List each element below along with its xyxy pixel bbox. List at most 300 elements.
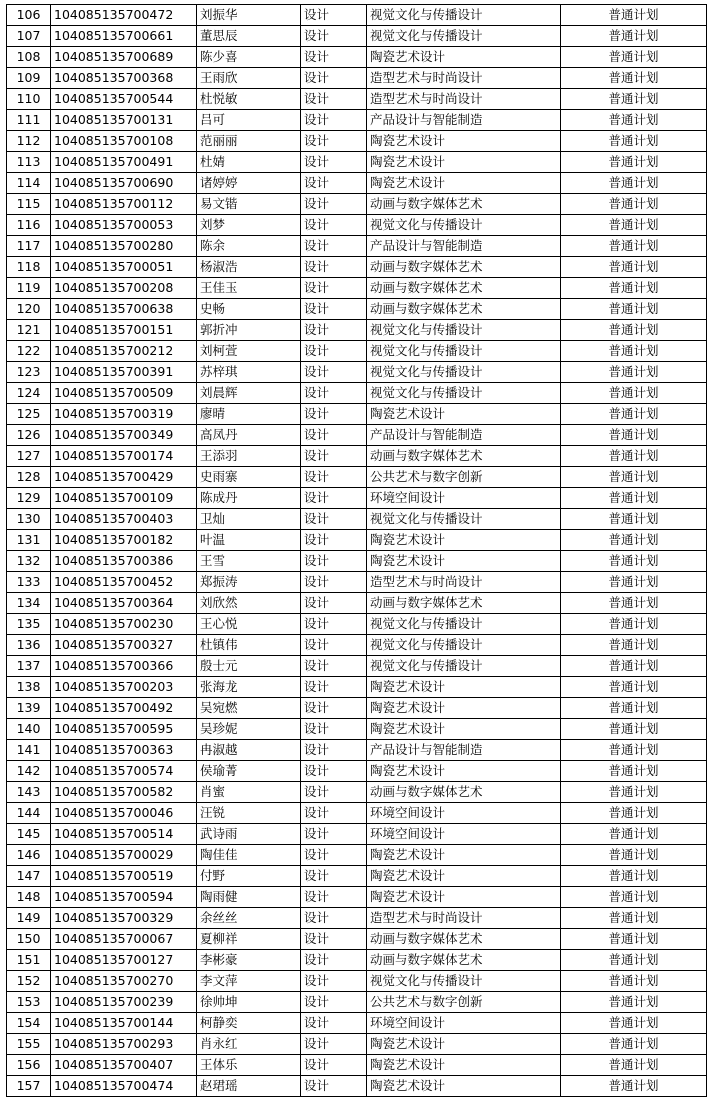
table-row (7, 530, 707, 551)
plan-type: 普通计划 (561, 845, 707, 866)
candidate-id: 104085135700174 (51, 446, 197, 467)
row-index: 140 (7, 719, 51, 740)
major-name: 环境空间设计 (367, 488, 561, 509)
subject-category: 设计 (301, 320, 367, 341)
subject-category: 设计 (301, 1055, 367, 1076)
major-name: 动画与数字媒体艺术 (367, 278, 561, 299)
row-index: 150 (7, 929, 51, 950)
subject-category: 设计 (301, 467, 367, 488)
candidate-id: 104085135700230 (51, 614, 197, 635)
row-index: 125 (7, 404, 51, 425)
table-row (7, 887, 707, 908)
candidate-name: 史雨寨 (197, 467, 301, 488)
plan-type: 普通计划 (561, 572, 707, 593)
candidate-name: 付野 (197, 866, 301, 887)
row-index: 112 (7, 131, 51, 152)
plan-type: 普通计划 (561, 278, 707, 299)
major-name: 陶瓷艺术设计 (367, 719, 561, 740)
candidate-id: 104085135700452 (51, 572, 197, 593)
candidate-name: 陶佳佳 (197, 845, 301, 866)
plan-type: 普通计划 (561, 383, 707, 404)
table-row (7, 467, 707, 488)
candidate-name: 侯瑜菁 (197, 761, 301, 782)
row-index: 147 (7, 866, 51, 887)
candidate-name: 肖蜜 (197, 782, 301, 803)
major-name: 动画与数字媒体艺术 (367, 782, 561, 803)
plan-type: 普通计划 (561, 425, 707, 446)
subject-category: 设计 (301, 110, 367, 131)
plan-type: 普通计划 (561, 992, 707, 1013)
candidate-name: 廖晴 (197, 404, 301, 425)
major-name: 造型艺术与时尚设计 (367, 572, 561, 593)
table-row (7, 341, 707, 362)
table-row (7, 299, 707, 320)
plan-type: 普通计划 (561, 215, 707, 236)
major-name: 陶瓷艺术设计 (367, 1034, 561, 1055)
subject-category: 设计 (301, 278, 367, 299)
table-row (7, 236, 707, 257)
row-index: 129 (7, 488, 51, 509)
table-row (7, 1055, 707, 1076)
candidate-id: 104085135700067 (51, 929, 197, 950)
roster-table-body (7, 5, 707, 1097)
candidate-name: 徐帅坤 (197, 992, 301, 1013)
row-index: 120 (7, 299, 51, 320)
candidate-name: 叶温 (197, 530, 301, 551)
subject-category: 设计 (301, 782, 367, 803)
major-name: 视觉文化与传播设计 (367, 362, 561, 383)
table-row (7, 719, 707, 740)
subject-category: 设计 (301, 719, 367, 740)
table-row (7, 215, 707, 236)
major-name: 公共艺术与数字创新 (367, 992, 561, 1013)
candidate-name: 刘梦 (197, 215, 301, 236)
plan-type: 普通计划 (561, 404, 707, 425)
major-name: 造型艺术与时尚设计 (367, 68, 561, 89)
table-row (7, 950, 707, 971)
row-index: 135 (7, 614, 51, 635)
table-row (7, 425, 707, 446)
candidate-id: 104085135700293 (51, 1034, 197, 1055)
row-index: 152 (7, 971, 51, 992)
row-index: 155 (7, 1034, 51, 1055)
candidate-name: 刘晨辉 (197, 383, 301, 404)
candidate-name: 杨淑浩 (197, 257, 301, 278)
subject-category: 设计 (301, 677, 367, 698)
major-name: 陶瓷艺术设计 (367, 761, 561, 782)
candidate-id: 104085135700472 (51, 5, 197, 26)
major-name: 陶瓷艺术设计 (367, 887, 561, 908)
candidate-id: 104085135700519 (51, 866, 197, 887)
subject-category: 设计 (301, 5, 367, 26)
plan-type: 普通计划 (561, 446, 707, 467)
plan-type: 普通计划 (561, 803, 707, 824)
candidate-id: 104085135700203 (51, 677, 197, 698)
subject-category: 设计 (301, 362, 367, 383)
major-name: 动画与数字媒体艺术 (367, 257, 561, 278)
candidate-id: 104085135700212 (51, 341, 197, 362)
major-name: 产品设计与智能制造 (367, 425, 561, 446)
plan-type: 普通计划 (561, 719, 707, 740)
table-row (7, 677, 707, 698)
subject-category: 设计 (301, 152, 367, 173)
major-name: 动画与数字媒体艺术 (367, 194, 561, 215)
subject-category: 设计 (301, 887, 367, 908)
candidate-id: 104085135700131 (51, 110, 197, 131)
table-row (7, 257, 707, 278)
plan-type: 普通计划 (561, 950, 707, 971)
row-index: 143 (7, 782, 51, 803)
major-name: 造型艺术与时尚设计 (367, 908, 561, 929)
subject-category: 设计 (301, 299, 367, 320)
plan-type: 普通计划 (561, 47, 707, 68)
row-index: 139 (7, 698, 51, 719)
candidate-name: 王添羽 (197, 446, 301, 467)
major-name: 产品设计与智能制造 (367, 110, 561, 131)
candidate-name: 余丝丝 (197, 908, 301, 929)
subject-category: 设计 (301, 845, 367, 866)
row-index: 109 (7, 68, 51, 89)
plan-type: 普通计划 (561, 509, 707, 530)
subject-category: 设计 (301, 593, 367, 614)
subject-category: 设计 (301, 614, 367, 635)
table-row (7, 803, 707, 824)
candidate-name: 易文锴 (197, 194, 301, 215)
candidate-name: 殷士元 (197, 656, 301, 677)
table-row (7, 110, 707, 131)
table-row (7, 614, 707, 635)
major-name: 陶瓷艺术设计 (367, 551, 561, 572)
candidate-id: 104085135700574 (51, 761, 197, 782)
candidate-id: 104085135700368 (51, 68, 197, 89)
table-row (7, 173, 707, 194)
candidate-id: 104085135700127 (51, 950, 197, 971)
subject-category: 设计 (301, 215, 367, 236)
candidate-id: 104085135700544 (51, 89, 197, 110)
major-name: 产品设计与智能制造 (367, 236, 561, 257)
row-index: 151 (7, 950, 51, 971)
subject-category: 设计 (301, 530, 367, 551)
major-name: 公共艺术与数字创新 (367, 467, 561, 488)
major-name: 陶瓷艺术设计 (367, 1055, 561, 1076)
candidate-id: 104085135700208 (51, 278, 197, 299)
candidate-id: 104085135700491 (51, 152, 197, 173)
plan-type: 普通计划 (561, 635, 707, 656)
candidate-name: 史畅 (197, 299, 301, 320)
plan-type: 普通计划 (561, 782, 707, 803)
candidate-name: 诸婷婷 (197, 173, 301, 194)
table-row (7, 698, 707, 719)
major-name: 动画与数字媒体艺术 (367, 593, 561, 614)
row-index: 127 (7, 446, 51, 467)
subject-category: 设计 (301, 950, 367, 971)
row-index: 118 (7, 257, 51, 278)
row-index: 136 (7, 635, 51, 656)
plan-type: 普通计划 (561, 152, 707, 173)
candidate-name: 肖永红 (197, 1034, 301, 1055)
row-index: 107 (7, 26, 51, 47)
subject-category: 设计 (301, 740, 367, 761)
row-index: 142 (7, 761, 51, 782)
subject-category: 设计 (301, 635, 367, 656)
plan-type: 普通计划 (561, 656, 707, 677)
row-index: 106 (7, 5, 51, 26)
candidate-name: 王雨欣 (197, 68, 301, 89)
plan-type: 普通计划 (561, 173, 707, 194)
row-index: 157 (7, 1076, 51, 1097)
table-row (7, 845, 707, 866)
candidate-name: 高凤丹 (197, 425, 301, 446)
table-row (7, 866, 707, 887)
plan-type: 普通计划 (561, 866, 707, 887)
row-index: 145 (7, 824, 51, 845)
subject-category: 设计 (301, 236, 367, 257)
candidate-id: 104085135700407 (51, 1055, 197, 1076)
plan-type: 普通计划 (561, 1034, 707, 1055)
candidate-name: 范丽丽 (197, 131, 301, 152)
row-index: 141 (7, 740, 51, 761)
candidate-name: 杜婧 (197, 152, 301, 173)
plan-type: 普通计划 (561, 131, 707, 152)
subject-category: 设计 (301, 404, 367, 425)
candidate-id: 104085135700112 (51, 194, 197, 215)
row-index: 134 (7, 593, 51, 614)
plan-type: 普通计划 (561, 257, 707, 278)
candidate-id: 104085135700108 (51, 131, 197, 152)
candidate-name: 王佳玉 (197, 278, 301, 299)
candidate-name: 郭折冲 (197, 320, 301, 341)
table-row (7, 929, 707, 950)
plan-type: 普通计划 (561, 26, 707, 47)
table-row (7, 509, 707, 530)
plan-type: 普通计划 (561, 677, 707, 698)
major-name: 动画与数字媒体艺术 (367, 446, 561, 467)
subject-category: 设计 (301, 971, 367, 992)
candidate-name: 张海龙 (197, 677, 301, 698)
table-row (7, 89, 707, 110)
row-index: 149 (7, 908, 51, 929)
major-name: 视觉文化与传播设计 (367, 320, 561, 341)
row-index: 121 (7, 320, 51, 341)
major-name: 环境空间设计 (367, 1013, 561, 1034)
candidate-id: 104085135700689 (51, 47, 197, 68)
table-row (7, 5, 707, 26)
candidate-name: 苏梓琪 (197, 362, 301, 383)
subject-category: 设计 (301, 68, 367, 89)
subject-category: 设计 (301, 551, 367, 572)
major-name: 陶瓷艺术设计 (367, 152, 561, 173)
table-row (7, 656, 707, 677)
candidate-id: 104085135700109 (51, 488, 197, 509)
major-name: 环境空间设计 (367, 803, 561, 824)
row-index: 133 (7, 572, 51, 593)
candidate-name: 吕可 (197, 110, 301, 131)
subject-category: 设计 (301, 698, 367, 719)
row-index: 122 (7, 341, 51, 362)
plan-type: 普通计划 (561, 320, 707, 341)
plan-type: 普通计划 (561, 5, 707, 26)
major-name: 陶瓷艺术设计 (367, 173, 561, 194)
plan-type: 普通计划 (561, 236, 707, 257)
subject-category: 设计 (301, 656, 367, 677)
candidate-id: 104085135700144 (51, 1013, 197, 1034)
table-row (7, 26, 707, 47)
candidate-id: 104085135700239 (51, 992, 197, 1013)
table-row (7, 551, 707, 572)
candidate-name: 柯静奕 (197, 1013, 301, 1034)
plan-type: 普通计划 (561, 488, 707, 509)
candidate-id: 104085135700151 (51, 320, 197, 341)
row-index: 132 (7, 551, 51, 572)
subject-category: 设计 (301, 131, 367, 152)
table-row (7, 824, 707, 845)
candidate-name: 杜悦敏 (197, 89, 301, 110)
candidate-name: 李彬豪 (197, 950, 301, 971)
row-index: 119 (7, 278, 51, 299)
plan-type: 普通计划 (561, 299, 707, 320)
major-name: 视觉文化与传播设计 (367, 26, 561, 47)
major-name: 造型艺术与时尚设计 (367, 89, 561, 110)
major-name: 视觉文化与传播设计 (367, 509, 561, 530)
subject-category: 设计 (301, 803, 367, 824)
candidate-name: 夏柳祥 (197, 929, 301, 950)
row-index: 126 (7, 425, 51, 446)
subject-category: 设计 (301, 173, 367, 194)
major-name: 动画与数字媒体艺术 (367, 929, 561, 950)
plan-type: 普通计划 (561, 551, 707, 572)
candidate-name: 陈余 (197, 236, 301, 257)
table-row (7, 278, 707, 299)
candidate-id: 104085135700514 (51, 824, 197, 845)
candidate-id: 104085135700046 (51, 803, 197, 824)
major-name: 动画与数字媒体艺术 (367, 299, 561, 320)
table-row (7, 194, 707, 215)
table-row (7, 446, 707, 467)
subject-category: 设计 (301, 1076, 367, 1097)
candidate-id: 104085135700349 (51, 425, 197, 446)
plan-type: 普通计划 (561, 1013, 707, 1034)
candidate-id: 104085135700051 (51, 257, 197, 278)
candidate-id: 104085135700386 (51, 551, 197, 572)
major-name: 视觉文化与传播设计 (367, 614, 561, 635)
row-index: 123 (7, 362, 51, 383)
candidate-id: 104085135700366 (51, 656, 197, 677)
subject-category: 设计 (301, 194, 367, 215)
row-index: 130 (7, 509, 51, 530)
candidate-id: 104085135700364 (51, 593, 197, 614)
candidate-name: 卫灿 (197, 509, 301, 530)
table-row (7, 1076, 707, 1097)
row-index: 128 (7, 467, 51, 488)
table-row (7, 782, 707, 803)
row-index: 156 (7, 1055, 51, 1076)
row-index: 146 (7, 845, 51, 866)
candidate-id: 104085135700319 (51, 404, 197, 425)
plan-type: 普通计划 (561, 698, 707, 719)
candidate-name: 赵珺瑶 (197, 1076, 301, 1097)
candidate-name: 李文萍 (197, 971, 301, 992)
table-row (7, 320, 707, 341)
candidate-name: 刘柯萱 (197, 341, 301, 362)
plan-type: 普通计划 (561, 194, 707, 215)
table-row (7, 1034, 707, 1055)
plan-type: 普通计划 (561, 593, 707, 614)
plan-type: 普通计划 (561, 971, 707, 992)
major-name: 视觉文化与传播设计 (367, 383, 561, 404)
row-index: 108 (7, 47, 51, 68)
major-name: 陶瓷艺术设计 (367, 530, 561, 551)
subject-category: 设计 (301, 488, 367, 509)
row-index: 154 (7, 1013, 51, 1034)
subject-category: 设计 (301, 1034, 367, 1055)
subject-category: 设计 (301, 425, 367, 446)
major-name: 视觉文化与传播设计 (367, 341, 561, 362)
plan-type: 普通计划 (561, 887, 707, 908)
major-name: 动画与数字媒体艺术 (367, 950, 561, 971)
plan-type: 普通计划 (561, 908, 707, 929)
table-row (7, 761, 707, 782)
candidate-id: 104085135700638 (51, 299, 197, 320)
table-row (7, 572, 707, 593)
candidate-id: 104085135700474 (51, 1076, 197, 1097)
candidate-name: 陶雨健 (197, 887, 301, 908)
major-name: 环境空间设计 (367, 824, 561, 845)
plan-type: 普通计划 (561, 110, 707, 131)
subject-category: 设计 (301, 47, 367, 68)
major-name: 视觉文化与传播设计 (367, 656, 561, 677)
major-name: 视觉文化与传播设计 (367, 971, 561, 992)
row-index: 124 (7, 383, 51, 404)
subject-category: 设计 (301, 1013, 367, 1034)
row-index: 111 (7, 110, 51, 131)
major-name: 视觉文化与传播设计 (367, 635, 561, 656)
subject-category: 设计 (301, 257, 367, 278)
candidate-id: 104085135700429 (51, 467, 197, 488)
plan-type: 普通计划 (561, 362, 707, 383)
subject-category: 设计 (301, 824, 367, 845)
candidate-name: 陈成丹 (197, 488, 301, 509)
candidate-id: 104085135700661 (51, 26, 197, 47)
row-index: 114 (7, 173, 51, 194)
table-row (7, 152, 707, 173)
candidate-id: 104085135700329 (51, 908, 197, 929)
candidate-name: 吴珍妮 (197, 719, 301, 740)
plan-type: 普通计划 (561, 89, 707, 110)
plan-type: 普通计划 (561, 467, 707, 488)
candidate-id: 104085135700690 (51, 173, 197, 194)
candidate-name: 王雪 (197, 551, 301, 572)
candidate-name: 杜镇伟 (197, 635, 301, 656)
subject-category: 设计 (301, 866, 367, 887)
major-name: 视觉文化与传播设计 (367, 5, 561, 26)
plan-type: 普通计划 (561, 1055, 707, 1076)
table-row (7, 131, 707, 152)
row-index: 113 (7, 152, 51, 173)
table-row (7, 68, 707, 89)
major-name: 陶瓷艺术设计 (367, 677, 561, 698)
table-row (7, 47, 707, 68)
row-index: 117 (7, 236, 51, 257)
table-row (7, 383, 707, 404)
admissions-roster-table (6, 4, 707, 1097)
subject-category: 设计 (301, 509, 367, 530)
candidate-id: 104085135700053 (51, 215, 197, 236)
plan-type: 普通计划 (561, 530, 707, 551)
plan-type: 普通计划 (561, 929, 707, 950)
row-index: 110 (7, 89, 51, 110)
subject-category: 设计 (301, 992, 367, 1013)
major-name: 陶瓷艺术设计 (367, 698, 561, 719)
